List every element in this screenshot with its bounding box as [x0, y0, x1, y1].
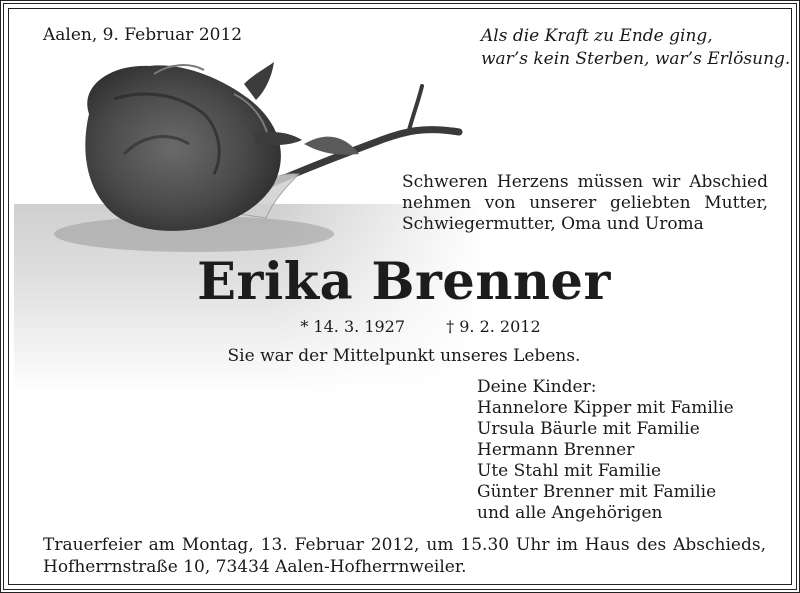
mourner-entry: Ursula Bäurle mit Familie [477, 419, 700, 439]
mourner-entry: Günter Brenner mit Familie [477, 482, 717, 502]
intro-line: nehmen von unserer geliebten Mutter, [402, 193, 768, 213]
intro-text [402, 172, 768, 235]
mourners-list [477, 377, 734, 524]
motto-verse [481, 25, 790, 71]
ceremony-line: Hofherrnstraße 10, 73434 Aalen-Hofherrnweiler. [43, 557, 467, 577]
mourner-entry: und alle Angehörigen [477, 503, 663, 523]
mourner-entry: Hannelore Kipper mit Familie [477, 398, 734, 418]
motto-line: war’s kein Sterben, war’s Erlösung. [481, 49, 791, 69]
mourner-entry: Hermann Brenner [477, 440, 635, 460]
mourner-entry: Ute Stahl mit Familie [477, 461, 662, 481]
ceremony-info [43, 534, 766, 578]
birth-date: * 14. 3. 1927 [300, 317, 406, 336]
intro-line: Schwiegermutter, Oma und Uroma [402, 214, 704, 234]
life-dates [4, 317, 800, 336]
motto-line: Als die Kraft zu Ende ging, [481, 26, 713, 46]
tribute-line: Sie war der Mittelpunkt unseres Lebens. [227, 346, 581, 366]
ceremony-line: Trauerfeier am Montag, 13. Februar 2012, um 15.30 Uhr im Haus des Abschieds, [43, 535, 766, 555]
place-date: Aalen, 9. Februar 2012 [43, 25, 243, 45]
deceased-name: Erika Brenner [197, 252, 611, 312]
intro-line: Schweren Herzens müssen wir Abschied [402, 172, 768, 192]
mourners-heading: Deine Kinder: [477, 377, 597, 397]
death-date: † 9. 2. 2012 [446, 317, 541, 336]
